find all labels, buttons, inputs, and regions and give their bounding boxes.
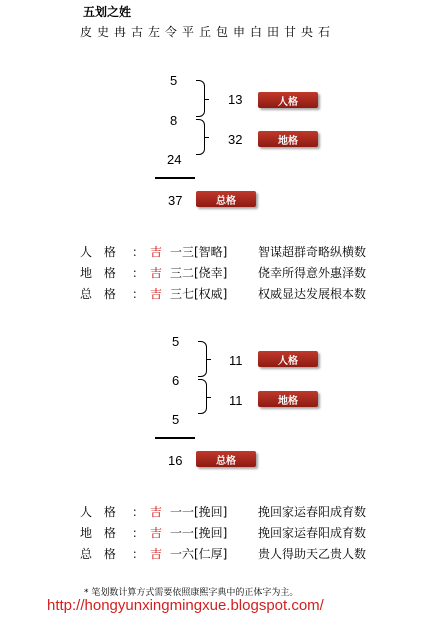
luck-marker: 吉 bbox=[150, 526, 163, 540]
stroke-count-3: 24 bbox=[167, 152, 182, 167]
fortune-row-zong: 总 格 ： 吉 三七[权威] 权威显达发展根本数 bbox=[80, 287, 367, 301]
zong-ge-value: 16 bbox=[168, 453, 183, 468]
di-ge-badge: 地格 bbox=[258, 391, 318, 407]
fortune-row-ren: 人 格 ： 吉 一一[挽回] 挽回家运春阳成育数 bbox=[80, 505, 367, 519]
ren-ge-badge: 人格 bbox=[258, 351, 318, 367]
sum-line bbox=[155, 437, 195, 439]
ren-ge-badge: 人格 bbox=[258, 92, 318, 108]
zong-ge-badge: 总格 bbox=[196, 451, 256, 467]
footnote: * 笔划数计算方式需要依照康熙字典中的正体字为主。 bbox=[84, 588, 299, 598]
bracket bbox=[198, 379, 207, 414]
stroke-count-2: 6 bbox=[172, 373, 180, 388]
ren-ge-value: 11 bbox=[229, 353, 243, 368]
fortune-row-di: 地 格 ： 吉 三二[侥幸] 侥幸所得意外惠泽数 bbox=[80, 266, 367, 280]
stroke-count-3: 5 bbox=[172, 412, 180, 427]
bracket bbox=[196, 80, 205, 117]
zong-ge-value: 37 bbox=[168, 193, 183, 208]
site-url-link[interactable]: http://hongyunxingmingxue.blogspot.com/ bbox=[47, 597, 324, 614]
sum-line bbox=[155, 177, 195, 179]
luck-marker: 吉 bbox=[150, 266, 163, 280]
luck-marker: 吉 bbox=[150, 547, 163, 561]
fortune-row-zong: 总 格 ： 吉 一六[仁厚] 贵人得助天乙贵人数 bbox=[80, 547, 367, 561]
luck-marker: 吉 bbox=[150, 505, 163, 519]
bracket bbox=[196, 119, 205, 155]
luck-marker: 吉 bbox=[150, 287, 163, 301]
stroke-count-1: 5 bbox=[172, 334, 180, 349]
surname-list: 皮史冉古左令平丘包申白田甘央石 bbox=[80, 25, 336, 39]
luck-marker: 吉 bbox=[150, 245, 163, 259]
bracket bbox=[198, 341, 207, 377]
stroke-count-1: 5 bbox=[170, 73, 178, 88]
di-ge-value: 11 bbox=[229, 393, 243, 408]
stroke-count-2: 8 bbox=[170, 113, 178, 128]
di-ge-value: 32 bbox=[228, 132, 243, 147]
fortune-row-ren: 人 格 ： 吉 一三[智略] 智谋超群奇略纵横数 bbox=[80, 245, 367, 259]
fortune-row-di: 地 格 ： 吉 一一[挽回] 挽回家运春阳成育数 bbox=[80, 526, 367, 540]
ren-ge-value: 13 bbox=[228, 92, 243, 107]
di-ge-badge: 地格 bbox=[258, 131, 318, 147]
page-title: 五划之姓 bbox=[83, 5, 132, 19]
zong-ge-badge: 总格 bbox=[196, 191, 256, 207]
